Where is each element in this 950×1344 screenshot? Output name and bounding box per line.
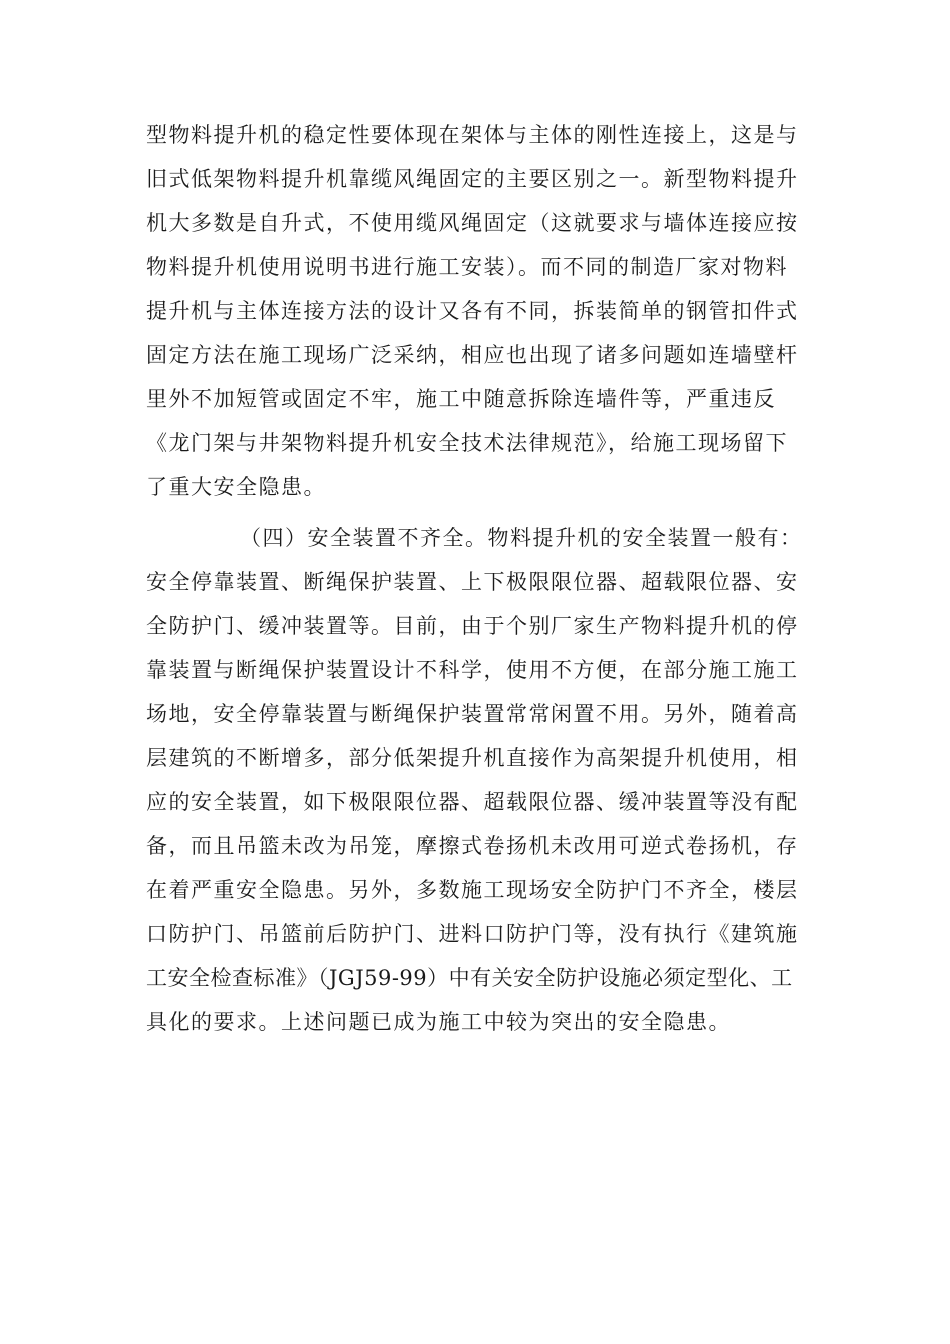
section-heading-line: （四）安全装置不齐全。物料提升机的安全装置一般有： bbox=[240, 526, 803, 550]
text-line: 《龙门架与井架物料提升机安全技术法律规范》，给施工现场留下 bbox=[146, 431, 788, 455]
text-line: 型物料提升机的稳定性要体现在架体与主体的刚性连接上，这是与 bbox=[146, 123, 799, 147]
text-line: 具化的要求。上述问题已成为施工中较为突出的安全隐患。 bbox=[146, 1010, 731, 1034]
text-line: 固定方法在施工现场广泛采纳，相应也出现了诸多问题如连墙壁杆 bbox=[146, 343, 799, 367]
text-line: 提升机与主体连接方法的设计又各有不同，拆装简单的钢管扣件式 bbox=[146, 299, 799, 323]
text-line: 层建筑的不断增多，部分低架提升机直接作为高架提升机使用，相 bbox=[146, 746, 799, 770]
text-line: 物料提升机使用说明书进行施工安装）。而不同的制造厂家对物料 bbox=[146, 255, 788, 279]
paragraph-stability bbox=[146, 113, 810, 509]
text-line: 机大多数是自升式，不使用缆风绳固定（这就要求与墙体连接应按 bbox=[146, 211, 799, 235]
text-line: 安全停靠装置、断绳保护装置、上下极限限位器、超载限位器、安 bbox=[146, 570, 799, 594]
text-line: 了重大安全隐患。 bbox=[146, 475, 326, 499]
text-line: 旧式低架物料提升机靠缆风绳固定的主要区别之一。新型物料提升 bbox=[146, 167, 799, 191]
text-line: 靠装置与断绳保护装置设计不科学，使用不方便，在部分施工施工 bbox=[146, 658, 799, 682]
text-line: 工安全检查标准》（JGJ59-99）中有关安全防护设施必须定型化、工 bbox=[146, 966, 793, 990]
text-line: 口防护门、吊篮前后防护门、进料口防护门等，没有执行《建筑施 bbox=[146, 922, 799, 946]
text-line: 应的安全装置，如下极限限位器、超载限位器、缓冲装置等没有配 bbox=[146, 790, 799, 814]
text-line: 备，而且吊篮未改为吊笼，摩擦式卷扬机未改用可逆式卷扬机，存 bbox=[146, 834, 799, 858]
text-line: 场地，安全停靠装置与断绳保护装置常常闲置不用。另外，随着高 bbox=[146, 702, 799, 726]
text-line: 在着严重安全隐患。另外，多数施工现场安全防护门不齐全，楼层 bbox=[146, 878, 799, 902]
text-line: 全防护门、缓冲装置等。目前，由于个别厂家生产物料提升机的停 bbox=[146, 614, 799, 638]
text-line: 里外不加短管或固定不牢，施工中随意拆除连墙件等，严重违反 bbox=[146, 387, 776, 411]
paragraph-safety-devices bbox=[146, 516, 810, 1044]
